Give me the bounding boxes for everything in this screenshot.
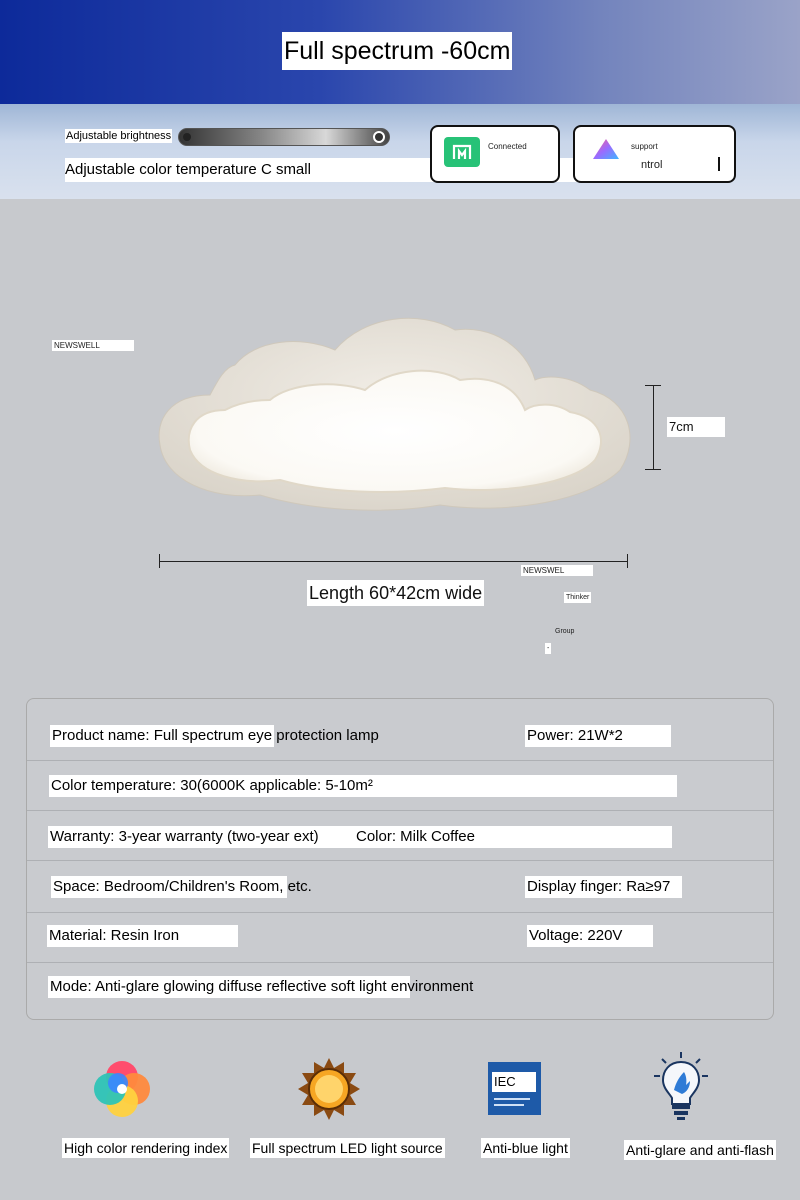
cloud-ceiling-lamp-image <box>150 305 640 525</box>
brightness-slider[interactable] <box>178 128 390 146</box>
sun-icon <box>296 1056 362 1122</box>
color-wheel-icon <box>88 1055 156 1123</box>
card-connected-text: Connected <box>488 142 527 151</box>
spec-color: Color: Milk Coffee <box>354 826 672 848</box>
slider-min-dot <box>183 133 191 141</box>
height-dimension-line <box>653 386 654 470</box>
watermark-text: - <box>547 645 550 652</box>
lightbulb-hand-icon <box>650 1050 712 1122</box>
watermark-text: NEWSWEL <box>521 565 593 576</box>
color-temperature-label: Adjustable color temperature C small <box>65 158 433 182</box>
card-support-text: support <box>631 142 658 151</box>
length-label: Length 60*42cm wide <box>307 580 484 606</box>
voice-assistant-icon <box>591 137 621 161</box>
spec-material: Material: Resin Iron <box>47 925 238 947</box>
spec-voltage: Voltage: 220V <box>527 925 653 947</box>
spec-power: Power: 21W*2 <box>525 725 671 747</box>
feature-label-color-rendering: High color rendering index <box>64 1140 228 1156</box>
spec-warranty: Warranty: 3-year warranty (two-year ext) <box>48 826 354 848</box>
watermark-text: Group <box>555 628 575 635</box>
app-icon <box>444 137 480 167</box>
iec-certificate-icon <box>488 1062 541 1115</box>
voice-control-card[interactable] <box>573 125 736 183</box>
height-dimension-tick <box>645 469 661 470</box>
brightness-label: Adjustable brightness <box>66 130 172 142</box>
feature-label-anti-glare: Anti-glare and anti-flash <box>626 1142 774 1158</box>
spec-product-name: Product name: Full spectrum eye protection lamp <box>50 725 274 747</box>
iec-badge-text: IEC <box>492 1072 536 1092</box>
spec-space: Space: Bedroom/Children's Room, etc. <box>51 876 287 898</box>
card-control-text: ntrol <box>641 159 663 171</box>
watermark-text: NEWSWELL <box>52 340 134 351</box>
height-label: 7cm <box>667 417 725 437</box>
feature-label-full-spectrum: Full spectrum LED light source <box>252 1140 443 1156</box>
page-title: Full spectrum -60cm <box>282 32 512 70</box>
feature-label-anti-blue: Anti-blue light <box>483 1140 568 1156</box>
height-dimension-tick <box>645 385 661 386</box>
slider-knob[interactable] <box>373 131 385 143</box>
app-connected-card[interactable] <box>430 125 560 183</box>
length-dimension-line <box>160 561 628 562</box>
length-dimension-tick <box>627 554 628 568</box>
spec-display-finger: Display finger: Ra≥97 <box>525 876 682 898</box>
spec-color-temperature: Color temperature: 30(6000K applicable: 5-10m² <box>49 775 677 797</box>
spec-mode: Mode: Anti-glare glowing diffuse reflective soft light environment <box>48 976 410 998</box>
length-dimension-tick <box>159 554 160 568</box>
watermark-text: Thinker <box>566 594 590 601</box>
header-banner <box>0 0 800 104</box>
card-divider <box>718 157 720 171</box>
